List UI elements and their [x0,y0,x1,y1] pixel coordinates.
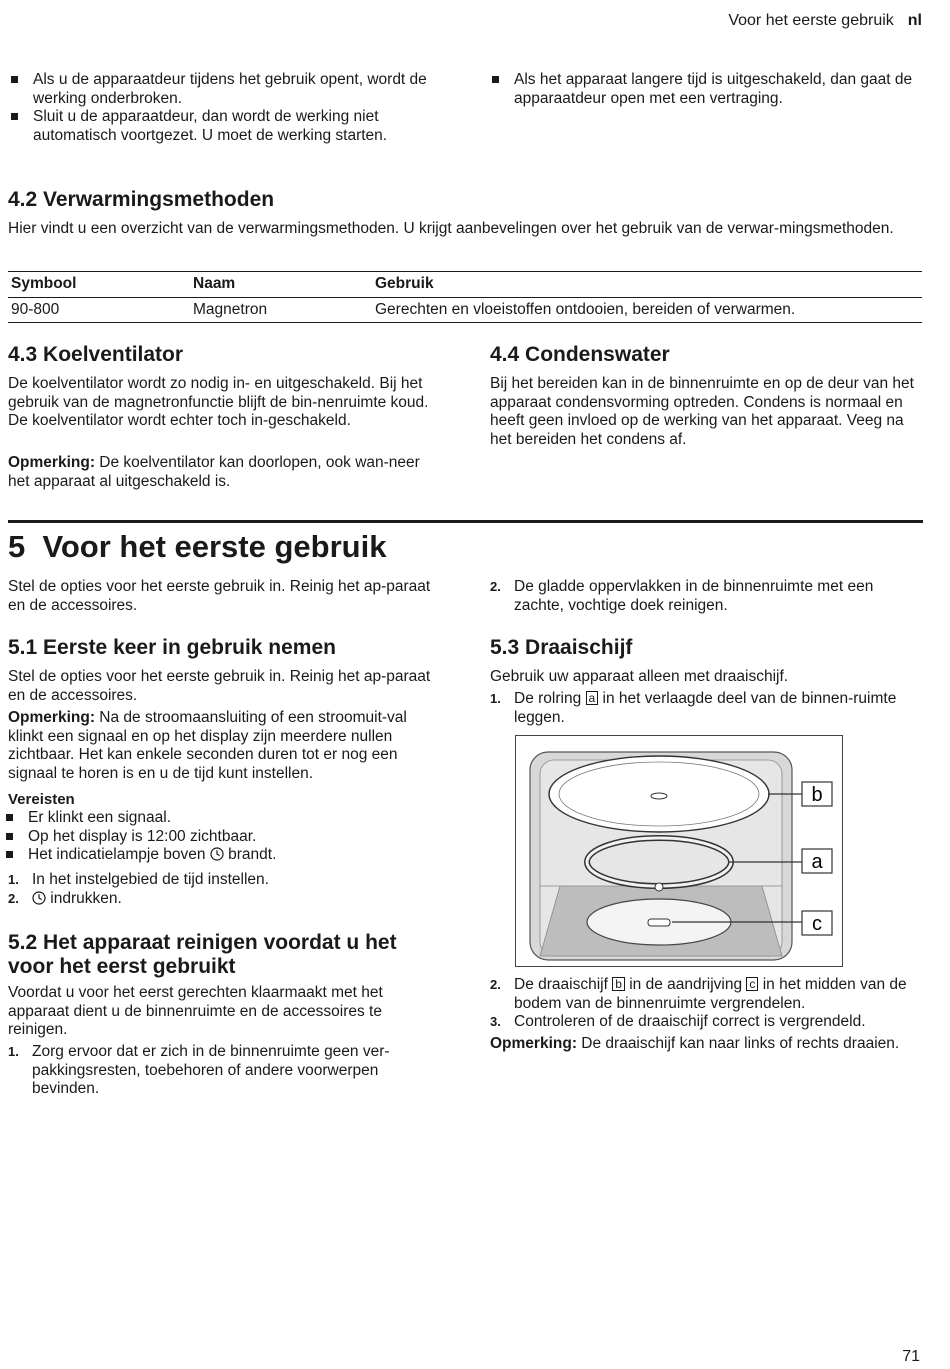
clock-icon [32,891,46,911]
clock-icon [210,847,224,867]
section-4-4-body: Bij het bereiden kan in de binnenruimte en op de deur van het apparaat condensvorming optreden. Condens is normaal en heeft geen invloed op de werking van het apparaat. Veeg na het bereiden het condens af. [490,375,914,448]
header-section-title: Voor het eerste gebruik [728,12,894,29]
table-cell-name: Magnetron [190,297,372,323]
note-label: Opmerking: [490,1035,577,1052]
step-number: 2. [490,579,501,594]
list-item [490,578,910,615]
section-5-1-body: Stel de opties voor het eerste gebruik in. Reinig het ap-paraat en de accessoires. [8,668,431,704]
note-label: Opmerking: [8,709,95,726]
list-item: Als het apparaat langere tijd is uitgeschakeld, dan gaat de apparaatdeur open met een vertraging. [490,71,920,108]
table-cell-usage: Gerechten en vloeistoffen ontdooien, bereiden of verwarmen. [372,297,922,323]
step-number: 2. [490,977,501,992]
section-heading-5-2: 5.2 Het apparaat reinigen voordat u het voor het eerst gebruikt [8,931,397,978]
figure-label-b: b [811,784,823,806]
step-number: 2. [8,890,19,906]
step-text: in de aandrijving [624,976,747,993]
header-language-code: nl [907,12,922,29]
section-5-1-note [8,709,440,783]
table-header-row [8,272,922,298]
step-text: De gladde oppervlakken in de binnenruimte met een zachte, vochtige doek reinigen. [514,578,874,614]
table-row [8,297,922,323]
section-heading-5-1: 5.1 Eerste keer in gebruik nemen [8,636,336,659]
chapter-heading-5: 5 Voor het eerste gebruik [8,529,387,564]
section-4-3-note [8,454,440,491]
section-heading-5-3: 5.3 Draaischijf [490,636,633,659]
turntable-drawing [516,736,842,966]
section-5-3-steps [490,976,910,1032]
list-item: Als u de apparaatdeur tijdens het gebruik opent, wordt de werking onderbroken. [9,71,439,108]
step-number: 1. [490,691,501,706]
step-text: in het midden van de bodem van de binnenruimte vergrendelen. [514,976,907,1012]
list-item [8,1043,438,1099]
top-bullet-list-left [9,71,439,145]
page-number: 71 [902,1348,920,1365]
section-4-3-body: De koelventilator wordt zo nodig in- en uitgeschakeld. Bij het gebruik van de magnetronfunctie blijft de bin-nenruimte koud. De koelventilator wordt echter toch in-geschakeld. [8,375,429,430]
step-text: in het verlaagde deel van de binnen-ruimte leggen. [514,690,897,726]
list-item [8,890,438,911]
chapter-5-intro: Stel de opties voor het eerste gebruik in. Reinig het ap-paraat en de accessoires. [8,578,431,614]
requirement-text: Het indicatielampje boven [28,846,206,864]
figure-label-a: a [811,851,823,873]
list-item [4,846,434,867]
requirements-label: Vereisten [8,791,75,808]
chapter-divider [8,520,923,523]
section-5-3-step-1 [490,690,910,727]
requirements-list [4,809,434,867]
step-number: 3. [490,1014,501,1030]
step-number: 1. [8,872,19,887]
figure-label-c: c [812,913,822,935]
list-item: Sluit u de apparaatdeur, dan wordt de werking niet automatisch voortgezet. U moet de werking starten. [9,108,439,145]
list-item: Er klinkt een signaal. [4,809,434,828]
section-5-2-steps-left [8,1043,438,1099]
section-4-2-intro: Hier vindt u een overzicht van de verwarmingsmethoden. U krijgt aanbevelingen over het gebruik van de verwar-mingsmethoden. [8,220,894,237]
section-5-2-body: Voordat u voor het eerst gerechten klaarmaakt met het apparaat dient u de binnenruimte en de accessoires te reinigen. [8,984,383,1039]
section-heading-4-4: 4.4 Condenswater [490,343,670,366]
callout-key: b [612,977,625,991]
step-text: Controleren of de draaischijf correct is vergrendeld. [514,1013,866,1031]
section-5-2-steps-right [490,578,910,615]
note-label: Opmerking: [8,454,95,471]
section-heading-4-2: 4.2 Verwarmingsmethoden [8,188,275,211]
step-text: De rolring [514,690,586,707]
list-item [8,871,438,890]
note-text: Na de stroomaansluiting of een stroomuit-val klinkt een signaal en op het display zijn meerdere nullen zichtbaar. Het kan enkele seconden duren tot er nog een signaal te horen is en u de tijd kunt instellen. [8,709,407,782]
note-text: De draaischijf kan naar links of rechts draaien. [576,1035,900,1052]
turntable-illustration [515,735,843,967]
section-5-1-steps [8,871,438,910]
table-cell-symbol: 90-800 [8,297,190,323]
step-text: Zorg ervoor dat er zich in de binnenruimte geen ver-pakkingsresten, toebehoren of andere voorwerpen bevinden. [32,1043,390,1098]
column-header-usage: Gebruik [372,272,922,298]
section-5-3-note [490,1035,900,1054]
list-item [490,690,910,727]
running-header [728,12,922,31]
list-item [490,976,910,1013]
note-text: De koelventilator kan doorlopen, ook wan-neer het apparaat al uitgeschakeld is. [8,454,420,490]
step-number: 1. [8,1044,19,1059]
list-item [490,1013,910,1032]
requirement-text-suffix: brandt. [223,846,277,864]
column-header-name: Naam [190,272,372,298]
column-header-symbol: Symbool [8,272,190,298]
section-5-3-body: Gebruik uw apparaat alleen met draaischijf. [490,668,789,685]
top-bullet-list-right [490,71,920,108]
callout-key: a [586,691,599,705]
callout-key: c [746,977,758,991]
list-item: Op het display is 12:00 zichtbaar. [4,828,434,847]
step-text: indrukken. [46,889,122,907]
section-heading-4-3: 4.3 Koelventilator [8,343,184,366]
step-text: De draaischijf [514,976,613,993]
step-text: In het instelgebied de tijd instellen. [32,871,269,888]
heating-methods-table [8,271,922,323]
